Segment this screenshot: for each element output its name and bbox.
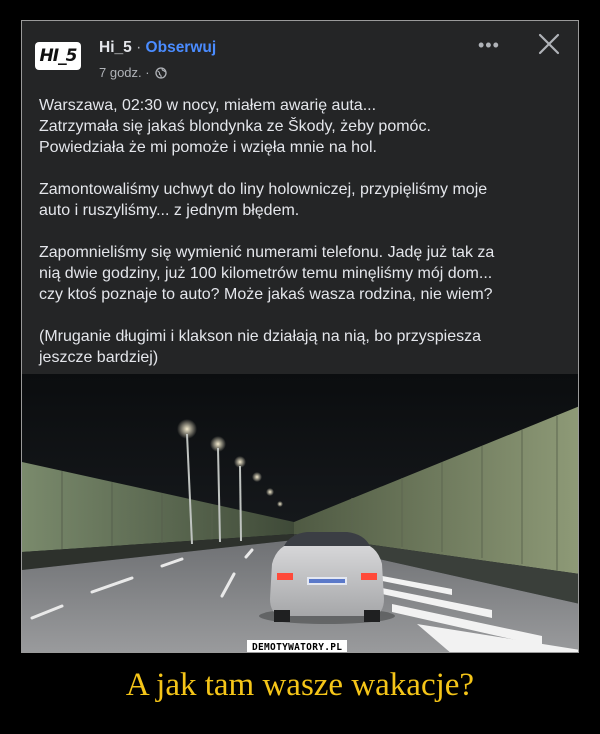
author-name[interactable]: Hi_5 — [99, 39, 132, 56]
watermark: DEMOTYWATORY.PL — [247, 640, 347, 653]
close-icon[interactable] — [536, 31, 562, 57]
post-body — [39, 95, 569, 389]
post-paragraph: (Mruganie długimi i klakson nie działają na nią, bo przyspiesza jeszcze bardziej) — [39, 328, 482, 366]
follow-button[interactable]: Obserwuj — [145, 39, 217, 56]
avatar-logo-text: HI_5 — [39, 46, 77, 66]
globe-icon — [155, 67, 167, 79]
post-meta — [99, 65, 167, 80]
caption: A jak tam wasze wakacje? — [125, 667, 475, 703]
post-paragraph: Zapomnieliśmy się wymienić numerami telefonu. Jadę już tak za nią dwie godziny, już 100 kilometrów temu minęliśmy mój dom... czy ktoś poznaje to auto? Może jakaś wasza rodzina, nie wiem? — [39, 244, 495, 303]
post-paragraph: Zamontowaliśmy uchwyt do liny holowniczej, przypięliśmy moje auto i ruszyliśmy... z jednym błędem. — [39, 181, 488, 219]
post-photo[interactable] — [22, 374, 579, 653]
more-options-icon[interactable]: ••• — [478, 35, 500, 55]
demotivator-frame — [21, 20, 579, 653]
avatar[interactable] — [35, 42, 81, 70]
post-time[interactable]: 7 godz. · — [99, 65, 150, 80]
post-paragraph: Warszawa, 02:30 w nocy, miałem awarię auta... Zatrzymała się jakaś blondynka ze Škody, żeby pomóc. Powiedziała że mi pomoże i wzięła mnie na hol. — [39, 97, 431, 156]
separator-dot: · — [136, 39, 142, 56]
author-line — [99, 39, 216, 57]
